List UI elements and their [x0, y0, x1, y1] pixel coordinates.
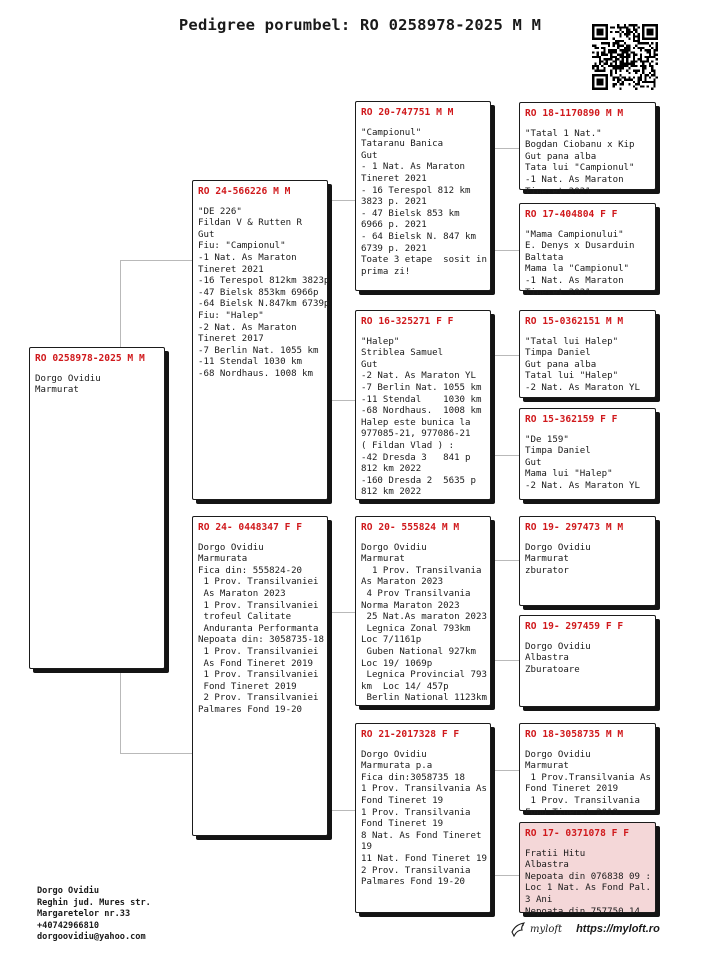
- pedigree-card-dam-sire-dam[interactable]: [519, 615, 656, 707]
- page-title: Pedigree porumbel: RO 0258978-2025 M M: [178, 16, 542, 34]
- ring-number: RO 18-1170890 M M: [525, 108, 624, 119]
- connector-line: [492, 148, 493, 250]
- card-details: "Campionul" Tataranu Banica Gut - 1 Nat. As Maraton Tineret 2021 - 16 Terespol 812 km 3823 p. 2021 - 47 Bielsk 853 km 6966 p. 2021 - 64 Bielsk N. 847 km 6739 p. 2021 Toate 3 etape sosit in prima zi!: [361, 127, 487, 277]
- card-details: Dorgo Ovidiu Marmurat 1 Prov. Transilvania As Maraton 2023 4 Prov Transilvania Norma Maraton 2023 25 Nat.As maraton 2023 Legnica Zonal 793km Loc 7/1161p Guben National 927km Loc 19/ 1069p Legnica Provincial 793 km Loc 14/ 457p Berlin National 1123km: [361, 542, 487, 704]
- connector-line: [330, 200, 357, 201]
- brand-name: myloft: [530, 923, 563, 935]
- connector-line: [120, 260, 194, 261]
- pedigree-card-sire-dam-dam[interactable]: [519, 408, 656, 500]
- connector-line: [492, 250, 522, 251]
- pedigree-card-subject[interactable]: [29, 347, 165, 669]
- card-details: Dorgo Ovidiu Marmurat 1 Prov.Transilvania As Fond Tineret 2019 1 Prov. Transilvania Fond Tineret 2019: [525, 749, 651, 818]
- card-details: Fratii Hitu Albastra Nepoata din 076838 09 : Loc 1 Nat. As Fond Pal. 3 Ani Nepoata din 757750 14: [525, 848, 651, 917]
- card-details: Dorgo Ovidiu Marmurata p.a Fica din:3058735 18 1 Prov. Transilvania As Fond Tineret 19 1 Prov. Transilvania Fond Tineret 19 8 Nat. As Fond Tineret 19 11 Nat. Fond Tineret 19 2 Prov. Transilvania Palmares Fond 19-20: [361, 749, 487, 888]
- ring-number: RO 17- 0371078 F F: [525, 828, 629, 839]
- pedigree-card-sire-sire-sire[interactable]: [519, 102, 656, 197]
- connector-line: [492, 455, 522, 456]
- connector-line: [492, 875, 522, 876]
- brand-bar: [510, 920, 660, 938]
- ring-number: RO 20-747751 M M: [361, 107, 454, 118]
- pedigree-card-sire-dam-sire[interactable]: [519, 310, 656, 398]
- ring-number: RO 19- 297459 F F: [525, 621, 624, 632]
- owner-name: Dorgo Ovidiu: [37, 886, 100, 896]
- connector-line: [330, 810, 357, 811]
- ring-number: RO 17-404804 F F: [525, 209, 618, 220]
- connector-line: [492, 560, 493, 660]
- card-details: "Tatal lui Halep" Timpa Daniel Gut pana alba Tatal lui "Halep" -2 Nat. As Maraton YL: [525, 336, 640, 393]
- connector-line: [492, 355, 493, 455]
- pedigree-card-sire[interactable]: [192, 180, 328, 500]
- connector-line: [330, 612, 357, 613]
- brand-link[interactable]: https://myloft.ro: [576, 923, 660, 935]
- ring-number: RO 15-362159 F F: [525, 414, 618, 425]
- owner-address: Reghin jud. Mures str. Margaretelor nr.33: [37, 897, 151, 920]
- card-details: Dorgo Ovidiu Marmurat: [35, 373, 101, 396]
- connector-line: [492, 355, 522, 356]
- pedigree-card-dam-dam-dam[interactable]: [519, 822, 656, 917]
- pigeon-logo-icon: [510, 920, 528, 938]
- pedigree-card-dam-sire-sire[interactable]: [519, 516, 656, 606]
- pedigree-card-dam-dam-sire[interactable]: [519, 723, 656, 818]
- card-details: "Halep" Striblea Samuel Gut -2 Nat. As Maraton YL -7 Berlin Nat. 1055 km -11 Stendal 1030 km -68 Nordhaus. 1008 km Halep este bunica la 977085-21, 977086-21 ( Fildan Vlad ) : -42 Dresda 3 841 p 812 km 2022 -160 Dresda 2 5635 p 812 km 2022: [361, 336, 482, 498]
- owner-contact: [37, 886, 151, 944]
- pedigree-card-sire-sire[interactable]: [355, 101, 491, 291]
- owner-email: dorgoovidiu@yahoo.com: [37, 932, 146, 943]
- card-details: Dorgo Ovidiu Marmurat zburator: [525, 542, 591, 576]
- card-details: "DE 226" Fildan V & Rutten R Gut Fiu: "Campionul" -1 Nat. As Maraton Tineret 2021 -16 Terespol 812km 3823p -47 Bielsk 853km 6966p -64 Bielsk N.847km 6739p Fiu: "Halep" -2 Nat. As Maraton Tineret 2017 -7 Berlin Nat. 1055 km -11 Stendal 1030 km -68 Nordhaus. 1008 km: [198, 206, 330, 379]
- ring-number: RO 21-2017328 F F: [361, 729, 460, 740]
- connector-line: [330, 400, 357, 401]
- connector-line: [492, 660, 522, 661]
- ring-number: RO 24- 0448347 F F: [198, 522, 302, 533]
- card-details: "Mama Campionului" E. Denys x Dusarduin Baltata Mama la "Campionul" -1 Nat. As Maraton Tineret 2021: [525, 229, 635, 298]
- qr-code-icon: [592, 24, 658, 90]
- ring-number: RO 20- 555824 M M: [361, 522, 460, 533]
- ring-number: RO 15-0362151 M M: [525, 316, 624, 327]
- pedigree-card-sire-sire-dam[interactable]: [519, 203, 656, 298]
- owner-phone: +40742966810: [37, 920, 100, 931]
- connector-line: [492, 770, 522, 771]
- card-details: Dorgo Ovidiu Albastra Zburatoare: [525, 641, 591, 675]
- card-details: "Tatal 1 Nat." Bogdan Ciobanu x Kip Gut pana alba Tata lui "Campionul" -1 Nat. As Maraton Tineret 2021: [525, 128, 635, 197]
- ring-number: RO 0258978-2025 M M: [35, 353, 145, 364]
- connector-line: [330, 612, 331, 810]
- connector-line: [120, 753, 194, 754]
- connector-line: [330, 200, 331, 400]
- ring-number: RO 24-566226 M M: [198, 186, 291, 197]
- ring-number: RO 18-3058735 M M: [525, 729, 624, 740]
- connector-line: [492, 148, 522, 149]
- pedigree-card-dam-dam[interactable]: [355, 723, 491, 913]
- ring-number: RO 16-325271 F F: [361, 316, 454, 327]
- card-details: Dorgo Ovidiu Marmurata Fica din: 555824-20 1 Prov. Transilvaniei As Maraton 2023 1 Prov. Transilvaniei trofeul Calitate Anduranta Performanta Nepoata din: 3058735-18 1 Prov. Transilvaniei As Fond Tineret 2019 1 Prov. Transilvaniei Fond Tineret 2019 2 Prov. Transilvaniei Palmares Fond 19-20: [198, 542, 324, 715]
- connector-line: [492, 560, 522, 561]
- pedigree-card-dam[interactable]: [192, 516, 328, 836]
- pedigree-card-sire-dam[interactable]: [355, 310, 491, 500]
- ring-number: RO 19- 297473 M M: [525, 522, 624, 533]
- card-details: "De 159" Timpa Daniel Gut Mama lui "Halep" -2 Nat. As Maraton YL: [525, 434, 640, 491]
- connector-line: [492, 770, 493, 875]
- pedigree-card-dam-sire[interactable]: [355, 516, 491, 706]
